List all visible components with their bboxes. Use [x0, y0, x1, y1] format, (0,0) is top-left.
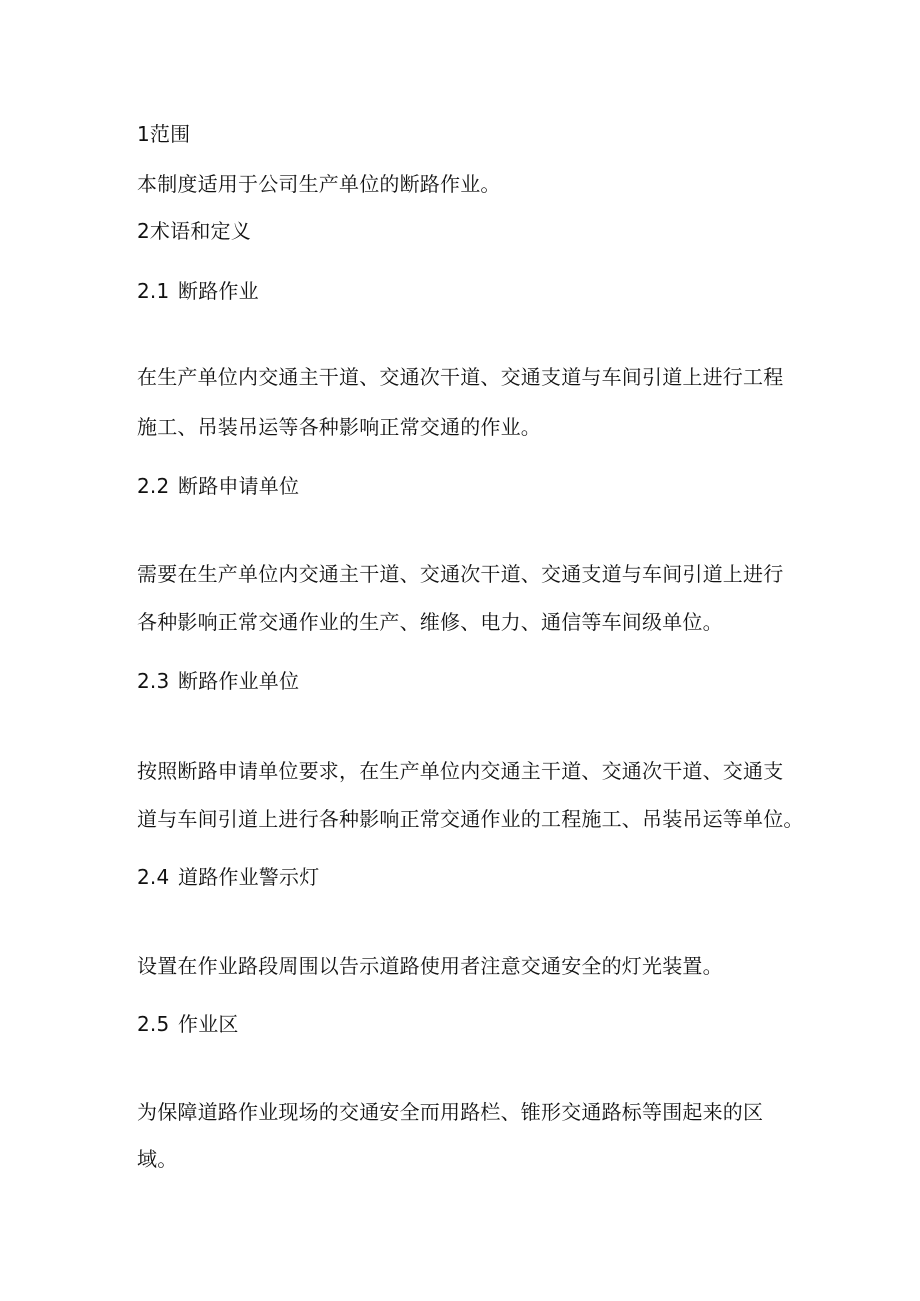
section-2-5-body-line-2: 域。: [137, 1147, 178, 1171]
section-2-5-body-line-1: 为保障道路作业现场的交通安全而用路栏、锥形交通路标等围起来的区: [137, 1100, 764, 1124]
section-2-heading: 2术语和定义: [137, 219, 251, 243]
section-2-2-body-line-2: 各种影响正常交通作业的生产、维修、电力、通信等车间级单位。: [137, 610, 723, 634]
section-2-4-number: 2.4: [137, 865, 170, 889]
section-2-2-body-line-1: 需要在生产单位内交通主干道、交通次干道、交通支道与车间引道上进行: [137, 562, 784, 586]
section-2-5-title: 作业区: [178, 1012, 239, 1036]
section-1-body: 本制度适用于公司生产单位的断路作业。: [137, 172, 501, 196]
section-2-3-number: 2.3: [137, 669, 170, 693]
section-2-3-body-line-1: 按照断路申请单位要求，在生产单位内交通主干道、交通次干道、交通支: [137, 759, 784, 783]
section-2-4-heading: [137, 863, 319, 891]
section-2-4-title: 道路作业警示灯: [178, 865, 320, 889]
section-2-1-number: 2.1: [137, 279, 170, 303]
section-2-1-body-line-1: 在生产单位内交通主干道、交通次干道、交通支道与车间引道上进行工程: [137, 365, 784, 389]
section-2-5-heading: [137, 1010, 239, 1038]
section-2-2-title: 断路申请单位: [178, 474, 300, 498]
section-2-2-heading: [137, 472, 299, 500]
section-2-3-body-line-2: 道与车间引道上进行各种影响正常交通作业的工程施工、吊装吊运等单位。: [137, 807, 804, 831]
section-2-1-body-line-2: 施工、吊装吊运等各种影响正常交通的作业。: [137, 415, 541, 439]
section-2-3-title: 断路作业单位: [178, 669, 300, 693]
section-2-4-body-line-1: 设置在作业路段周围以告示道路使用者注意交通安全的灯光装置。: [137, 954, 723, 978]
section-2-3-heading: [137, 667, 299, 695]
section-2-1-heading: [137, 277, 259, 305]
section-2-1-title: 断路作业: [178, 279, 259, 303]
section-2-2-number: 2.2: [137, 474, 170, 498]
section-2-5-number: 2.5: [137, 1012, 170, 1036]
section-1-heading: 1范围: [137, 122, 191, 146]
